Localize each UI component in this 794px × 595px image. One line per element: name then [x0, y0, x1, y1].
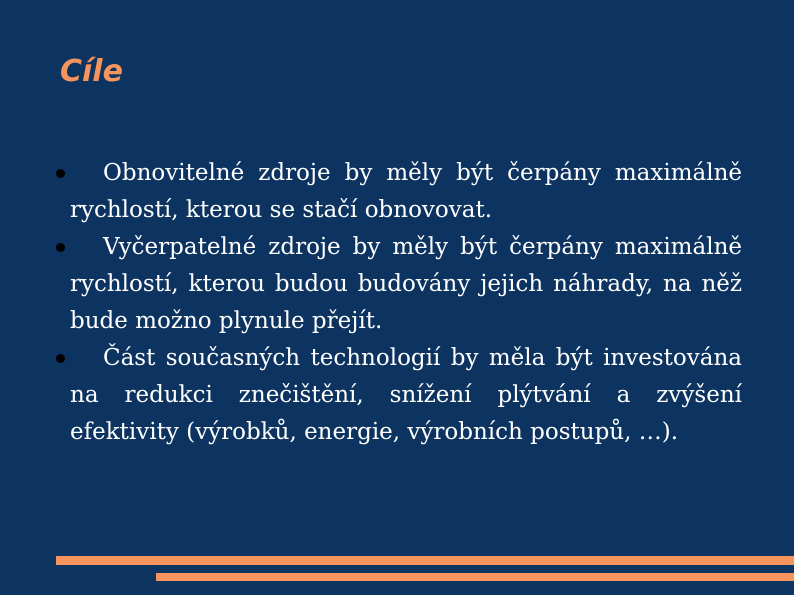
bullet-dot-icon	[56, 243, 65, 252]
slide-title: Cíle	[60, 54, 123, 89]
bullet-item	[70, 340, 742, 451]
bullet-item	[70, 229, 742, 340]
footer-accent-bar-top	[56, 556, 794, 565]
footer-accent-bar-bottom	[156, 573, 794, 581]
bullet-list	[70, 155, 742, 451]
bullet-text: Část současných technologií by měla být investována na redukci znečištění, snížení plýtvání a zvýšení efektivity (výrobků, energie, výrobních postupů, …).	[70, 345, 742, 445]
bullet-item	[70, 155, 742, 229]
bullet-dot-icon	[56, 354, 65, 363]
bullet-text: Vyčerpatelné zdroje by měly být čerpány maximálně rychlostí, kterou budou budovány jejich náhrady, na něž bude možno plynule přejít.	[70, 234, 742, 334]
bullet-text: Obnovitelné zdroje by měly být čerpány maximálně rychlostí, kterou se stačí obnovovat.	[70, 160, 742, 223]
bullet-dot-icon	[56, 169, 65, 178]
